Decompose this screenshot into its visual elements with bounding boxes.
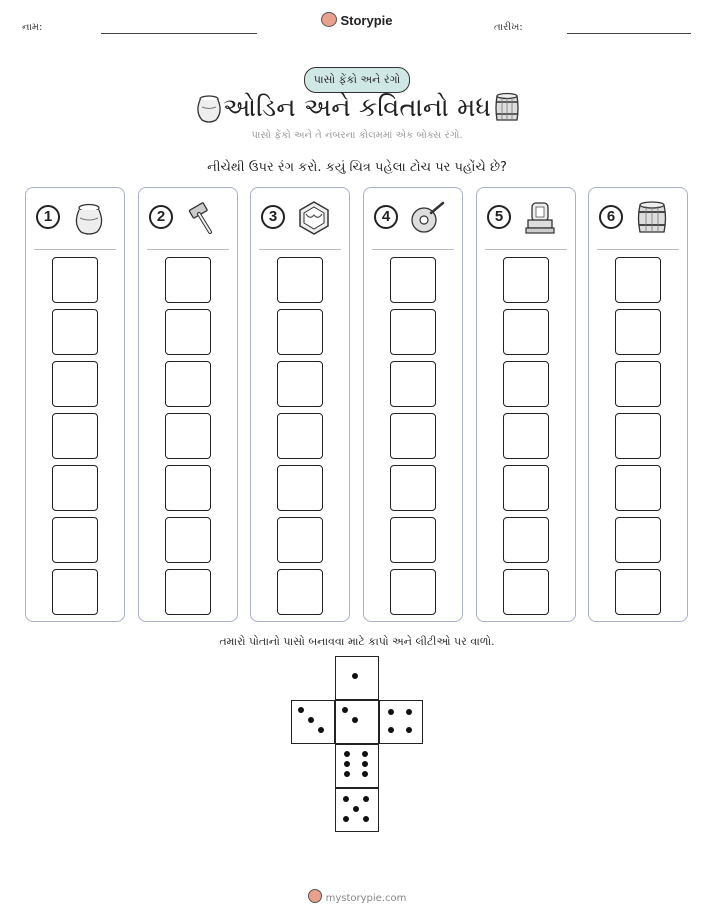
color-box[interactable] — [277, 361, 323, 407]
color-box[interactable] — [615, 257, 661, 303]
column-number: 4 — [374, 205, 398, 229]
column-5 — [476, 187, 576, 622]
color-box[interactable] — [615, 569, 661, 615]
color-box[interactable] — [52, 517, 98, 563]
color-box[interactable] — [503, 569, 549, 615]
die-face-4[interactable] — [379, 700, 423, 744]
color-box[interactable] — [390, 569, 436, 615]
pip — [343, 796, 349, 802]
color-box[interactable] — [52, 569, 98, 615]
pip — [362, 751, 368, 757]
color-box[interactable] — [52, 309, 98, 355]
pip — [362, 761, 368, 767]
pip — [363, 796, 369, 802]
column-divider — [34, 249, 116, 250]
column-2 — [138, 187, 238, 622]
color-box[interactable] — [165, 309, 211, 355]
color-box[interactable] — [277, 413, 323, 459]
date-label: તારીખ: — [494, 22, 523, 33]
pip — [308, 717, 314, 723]
cut-instruction: તમારો પોતાનો પાસો બનાવવા માટે કાપો અને લીટીઓ પર વાળો. — [219, 635, 495, 648]
color-box[interactable] — [390, 517, 436, 563]
brand-text: Storypie — [340, 13, 393, 28]
column-number: 1 — [36, 205, 60, 229]
barrel-icon — [634, 200, 670, 236]
die-face-2[interactable] — [335, 700, 379, 744]
color-box[interactable] — [503, 361, 549, 407]
color-box[interactable] — [503, 465, 549, 511]
color-box[interactable] — [165, 361, 211, 407]
color-box[interactable] — [52, 257, 98, 303]
color-box[interactable] — [52, 465, 98, 511]
color-box[interactable] — [615, 309, 661, 355]
pip — [318, 727, 324, 733]
column-number: 5 — [487, 205, 511, 229]
color-box[interactable] — [503, 309, 549, 355]
color-box[interactable] — [390, 361, 436, 407]
column-divider — [259, 249, 341, 250]
instruction: નીચેથી ઉપર રંગ કરો. કયું ચિત્ર પહેલા ટોચ પર પહોંચે છે? — [207, 160, 507, 175]
color-box[interactable] — [165, 569, 211, 615]
column-3 — [250, 187, 350, 622]
pip — [344, 751, 350, 757]
pip — [406, 727, 412, 733]
color-box[interactable] — [390, 257, 436, 303]
pip — [342, 707, 348, 713]
pip — [344, 771, 350, 777]
pot-icon — [71, 200, 107, 236]
color-box[interactable] — [165, 257, 211, 303]
column-divider — [597, 249, 679, 250]
bear-icon — [321, 12, 337, 27]
die-face-1[interactable] — [335, 656, 379, 700]
color-box[interactable] — [390, 309, 436, 355]
date-line — [567, 33, 691, 34]
hammer-icon — [184, 200, 220, 236]
column-1 — [25, 187, 125, 622]
title-barrel-icon — [492, 92, 522, 124]
color-box[interactable] — [277, 257, 323, 303]
footer — [0, 889, 714, 904]
column-divider — [372, 249, 454, 250]
color-box[interactable] — [277, 517, 323, 563]
pip — [388, 727, 394, 733]
column-number: 6 — [599, 205, 623, 229]
pip — [388, 709, 394, 715]
color-box[interactable] — [615, 361, 661, 407]
color-box[interactable] — [165, 413, 211, 459]
color-box[interactable] — [615, 413, 661, 459]
color-box[interactable] — [390, 413, 436, 459]
honeycomb-icon — [296, 200, 332, 236]
pip — [406, 709, 412, 715]
column-4 — [363, 187, 463, 622]
die-face-5[interactable] — [335, 788, 379, 832]
pip — [352, 673, 358, 679]
pip — [352, 717, 358, 723]
subtitle: પાસો ફેંકો અને તે નંબરના કોલમમાં એક બોક્સ રંગો. — [251, 130, 463, 141]
color-box[interactable] — [390, 465, 436, 511]
color-box[interactable] — [615, 465, 661, 511]
name-label: નામ: — [22, 22, 43, 33]
page-title: ઓડિન અને કવિતાનો મધ — [222, 93, 492, 123]
pip — [353, 806, 359, 812]
column-divider — [485, 249, 567, 250]
die-face-3[interactable] — [291, 700, 335, 744]
column-number: 2 — [149, 205, 173, 229]
pip — [343, 816, 349, 822]
column-divider — [147, 249, 229, 250]
footer-url[interactable]: mystorypie.com — [325, 893, 407, 904]
color-box[interactable] — [165, 517, 211, 563]
color-box[interactable] — [503, 517, 549, 563]
pip — [298, 707, 304, 713]
pip — [344, 761, 350, 767]
spinning-wheel-icon — [409, 200, 445, 236]
name-line — [101, 33, 257, 34]
color-box[interactable] — [277, 309, 323, 355]
bear-icon — [308, 889, 322, 903]
color-box[interactable] — [503, 257, 549, 303]
color-box[interactable] — [615, 517, 661, 563]
color-box[interactable] — [277, 569, 323, 615]
color-box[interactable] — [165, 465, 211, 511]
roll-and-color-pill: પાસો ફેંકો અને રંગો — [304, 67, 410, 93]
throne-icon — [522, 200, 558, 236]
color-box[interactable] — [503, 413, 549, 459]
column-number: 3 — [261, 205, 285, 229]
color-box[interactable] — [277, 465, 323, 511]
pip — [362, 771, 368, 777]
brand-logo — [0, 12, 714, 28]
die-face-6[interactable] — [335, 744, 379, 788]
pip — [363, 816, 369, 822]
color-box[interactable] — [52, 413, 98, 459]
color-box[interactable] — [52, 361, 98, 407]
column-6 — [588, 187, 688, 622]
